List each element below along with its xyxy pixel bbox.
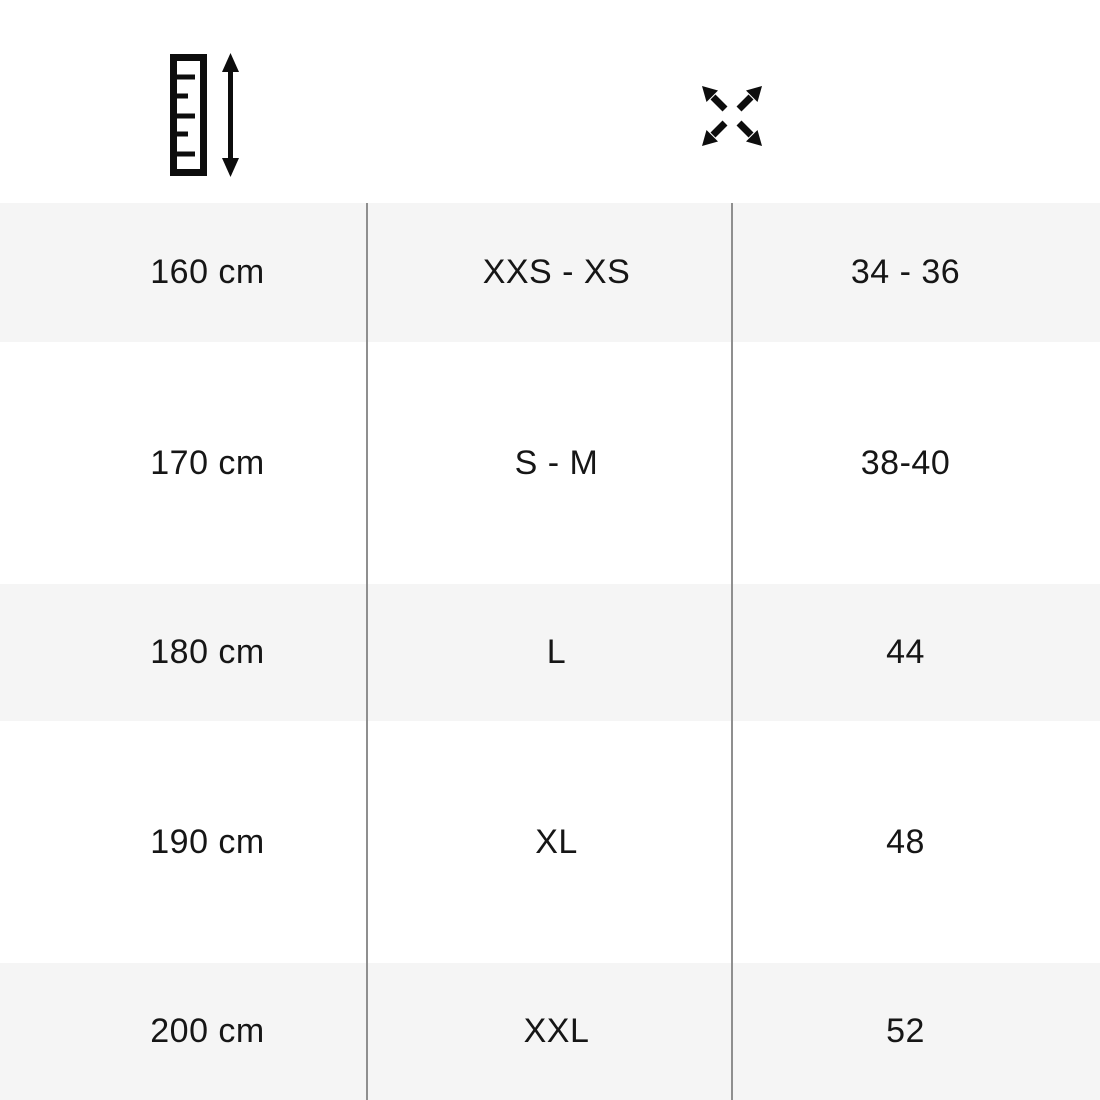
size-label-cell: XXL [523,1012,590,1050]
height-cell: 160 cm [150,253,265,291]
column-divider [366,203,368,1100]
height-cell: 170 cm [150,443,265,482]
table-row [0,721,1100,963]
expand-arrows-icon [700,84,764,153]
height-ruler-icon [168,52,240,183]
size-label-cell: L [546,633,567,671]
size-number-cell: 52 [886,1012,925,1050]
height-cell: 180 cm [150,633,265,671]
table-row [0,584,1100,721]
height-cell: 190 cm [150,822,265,861]
size-number-cell: 44 [886,633,925,671]
table-row [0,203,1100,342]
size-label-cell: XL [535,822,578,861]
size-number-cell: 34 - 36 [850,253,961,291]
size-number-cell: 48 [886,822,925,861]
column-divider [731,203,733,1100]
size-table [0,203,1100,1100]
size-number-cell: 38-40 [860,443,951,482]
table-row [0,342,1100,584]
height-cell: 200 cm [150,1012,265,1050]
size-label-cell: XXS - XS [482,253,631,291]
table-row [0,963,1100,1100]
size-label-cell: S - M [514,443,599,482]
